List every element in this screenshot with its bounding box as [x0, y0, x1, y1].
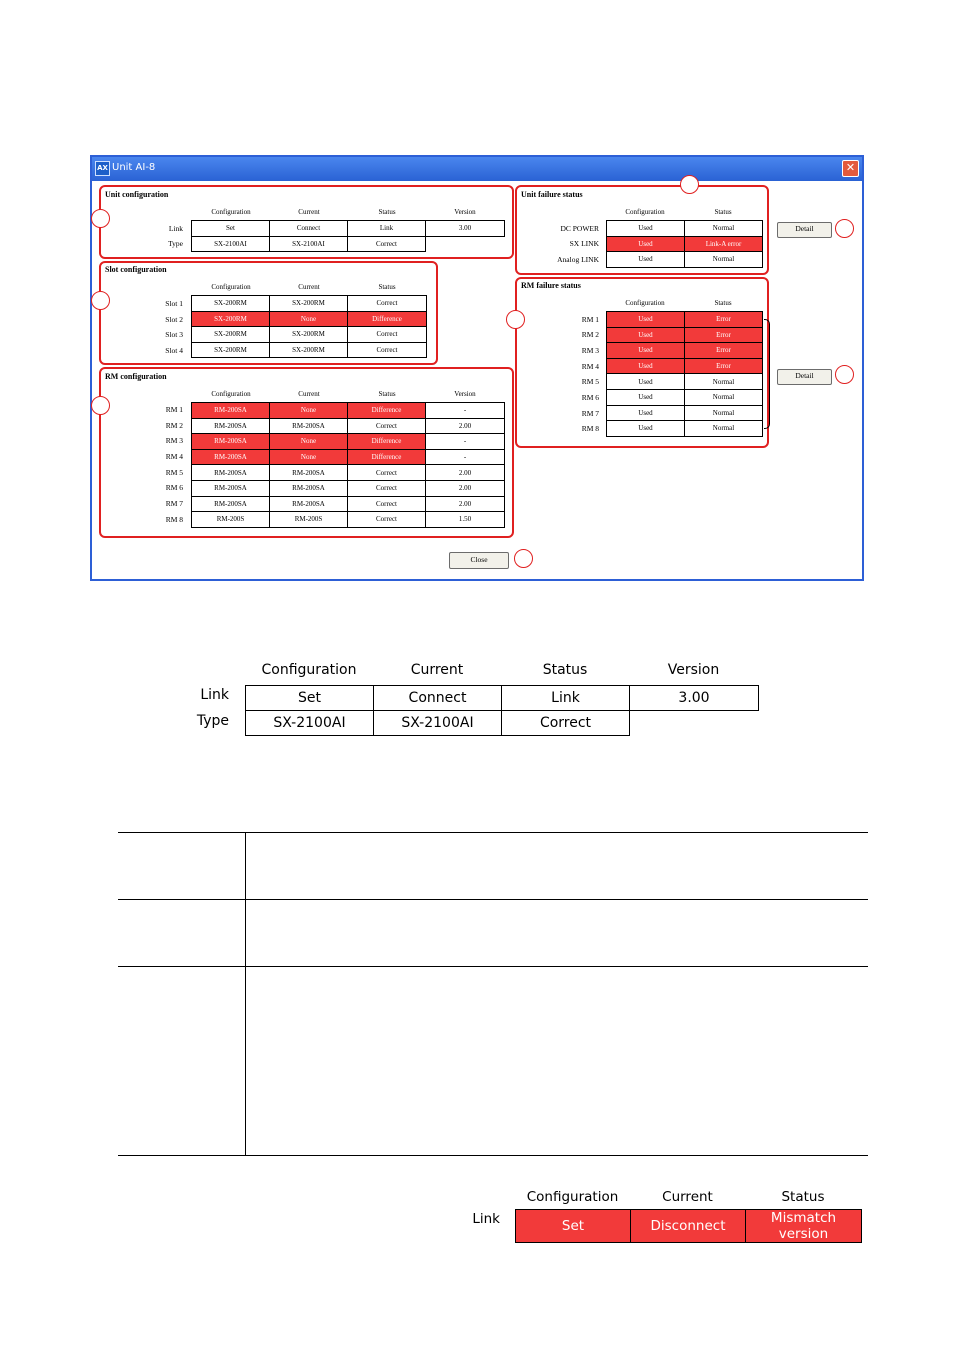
cell: 2.00: [426, 465, 505, 481]
cell: SX-200RM: [192, 327, 270, 343]
example1-header: Version: [667, 662, 720, 678]
table-row: [607, 221, 763, 237]
slot-config-table: [191, 295, 427, 358]
table-row: [192, 449, 505, 465]
table-row: [192, 496, 505, 512]
cell: -: [426, 449, 505, 465]
table-row: [607, 236, 763, 252]
cell: RM-200SA: [192, 418, 270, 434]
example1-row-label: Link: [200, 687, 229, 703]
rm-failure-header: Status: [714, 299, 732, 307]
example2-table: [515, 1209, 862, 1243]
cell: 3.00: [630, 686, 759, 711]
cell: Normal: [685, 421, 763, 437]
cell: Used: [607, 327, 685, 343]
rm-config-table: [191, 402, 505, 528]
cell: Link: [502, 686, 630, 711]
cell: Error: [685, 358, 763, 374]
rm-failure-header: Configuration: [625, 299, 665, 307]
cell: 1.50: [426, 512, 505, 528]
example1-table: [245, 685, 759, 736]
rm-config-title: RM configuration: [105, 372, 167, 381]
row-label: RM 6: [165, 483, 183, 492]
cell: Used: [607, 421, 685, 437]
window-title: Unit AI-8: [112, 162, 156, 173]
row-label: RM 7: [581, 409, 599, 418]
cell: RM-200SA: [192, 434, 270, 450]
row-label: RM 1: [165, 405, 183, 414]
cell: RM-200SA: [270, 418, 348, 434]
cell: Normal: [685, 374, 763, 390]
unit-failure-header: Status: [714, 208, 732, 216]
callout-marker: [680, 175, 699, 194]
slot-config-header: Status: [378, 283, 396, 291]
cell: Correct: [502, 711, 630, 736]
cell: RM-200SA: [192, 480, 270, 496]
cell: Correct: [348, 496, 426, 512]
cell: Difference: [348, 434, 426, 450]
callout-marker: [835, 365, 854, 384]
bracket: [764, 319, 770, 429]
cell: RM-200SA: [270, 480, 348, 496]
row-label: RM 6: [581, 393, 599, 402]
row-label: RM 1: [581, 315, 599, 324]
table-row: [607, 421, 763, 437]
unit-config-title: Unit configuration: [105, 190, 169, 199]
row-label: Slot 4: [165, 346, 183, 355]
table-row: [192, 480, 505, 496]
cell: Correct: [348, 418, 426, 434]
unit-config-header: Status: [378, 208, 396, 216]
cell: SX-200RM: [270, 342, 348, 358]
table-row: [192, 296, 427, 312]
cell: Connect: [374, 686, 502, 711]
unit-failure-header: Configuration: [625, 208, 665, 216]
close-button[interactable]: Close: [449, 552, 509, 569]
row-label: RM 3: [581, 346, 599, 355]
example2-header: Current: [662, 1189, 713, 1205]
title-bar: [92, 157, 862, 181]
cell: Connect: [270, 221, 348, 237]
cell: Normal: [685, 389, 763, 405]
table-row: [192, 434, 505, 450]
cell: [246, 900, 869, 967]
table-row: [192, 236, 505, 252]
unit-failure-title: Unit failure status: [521, 190, 583, 199]
table-row: [192, 465, 505, 481]
rm-failure-title: RM failure status: [521, 281, 581, 290]
cell: None: [270, 434, 348, 450]
cell: Used: [607, 312, 685, 328]
cell: Difference: [348, 311, 427, 327]
callout-marker: [835, 219, 854, 238]
cell: RM-200SA: [192, 403, 270, 419]
unit-config-header: Current: [298, 208, 320, 216]
cell: Used: [607, 252, 685, 268]
cell: SX-2100AI: [270, 236, 348, 252]
table-row: [118, 967, 868, 1156]
rm-failure-detail-button[interactable]: Detail: [777, 369, 832, 385]
cell: RM-200SA: [270, 465, 348, 481]
example2-row-label: Link: [472, 1211, 500, 1227]
cell: Used: [607, 374, 685, 390]
slot-config-header: Configuration: [211, 283, 251, 291]
cell: Used: [607, 221, 685, 237]
row-label: Slot 3: [165, 330, 183, 339]
cell: Correct: [348, 465, 426, 481]
table-row: [246, 711, 759, 736]
app-icon: AX: [95, 161, 110, 176]
callout-marker: [91, 396, 110, 415]
unit-dialog-window: [90, 155, 864, 581]
rm-failure-table: [606, 311, 763, 437]
row-label: RM 3: [165, 436, 183, 445]
cell: SX-200RM: [192, 342, 270, 358]
unit-config-header: Configuration: [211, 208, 251, 216]
cell: Correct: [348, 296, 427, 312]
row-label: RM 2: [165, 421, 183, 430]
callout-marker: [91, 291, 110, 310]
cell: SX-200RM: [270, 327, 348, 343]
cell: Mismatch version: [746, 1210, 862, 1243]
cell: SX-200RM: [270, 296, 348, 312]
table-row: [607, 343, 763, 359]
table-row: [607, 252, 763, 268]
cell: Correct: [348, 480, 426, 496]
cell: [118, 967, 246, 1156]
cell: Link-A error: [685, 236, 763, 252]
rm-config-header: Configuration: [211, 390, 251, 398]
cell: [118, 833, 246, 900]
window-close-button[interactable]: ✕: [842, 160, 859, 177]
cell: None: [270, 403, 348, 419]
slot-config-title: Slot configuration: [105, 265, 167, 274]
cell: Error: [685, 327, 763, 343]
table-row: [192, 512, 505, 528]
row-label: RM 7: [165, 499, 183, 508]
row-label: RM 8: [165, 515, 183, 524]
row-label: Slot 2: [165, 315, 183, 324]
example1-row-label: Type: [196, 713, 229, 729]
cell: Disconnect: [631, 1210, 746, 1243]
callout-marker: [514, 549, 533, 568]
cell: RM-200S: [192, 512, 270, 528]
rm-config-header: Current: [298, 390, 320, 398]
cell: [246, 833, 869, 900]
table-row: [607, 312, 763, 328]
example1-header: Configuration: [261, 662, 357, 678]
cell: -: [426, 403, 505, 419]
row-label: RM 4: [165, 452, 183, 461]
table-row: [246, 686, 759, 711]
description-table: [118, 832, 868, 1156]
table-row: [192, 342, 427, 358]
cell: 2.00: [426, 480, 505, 496]
cell: RM-200SA: [192, 449, 270, 465]
row-label: Slot 1: [165, 299, 183, 308]
cell: Set: [246, 686, 374, 711]
cell: None: [270, 449, 348, 465]
row-label: Type: [168, 239, 183, 248]
cell: Difference: [348, 449, 426, 465]
cell: -: [426, 434, 505, 450]
example1-header: Current: [410, 662, 464, 678]
table-row: [516, 1210, 862, 1243]
cell: 3.00: [426, 221, 505, 237]
example2-header: Status: [781, 1189, 825, 1205]
cell: None: [270, 311, 348, 327]
cell: RM-200SA: [192, 496, 270, 512]
cell: SX-2100AI: [246, 711, 374, 736]
row-label: DC POWER: [560, 224, 599, 233]
cell: SX-2100AI: [374, 711, 502, 736]
cell: Used: [607, 389, 685, 405]
row-label: Analog LINK: [557, 255, 599, 264]
row-label: RM 5: [581, 377, 599, 386]
cell: Correct: [348, 327, 427, 343]
cell: Correct: [348, 512, 426, 528]
table-row: [192, 403, 505, 419]
cell: [246, 967, 869, 1156]
cell: SX-2100AI: [192, 236, 270, 252]
cell: RM-200SA: [192, 465, 270, 481]
table-row: [607, 405, 763, 421]
table-row: [118, 833, 868, 900]
cell: Set: [192, 221, 270, 237]
table-row: [607, 389, 763, 405]
cell: Difference: [348, 403, 426, 419]
table-row: [607, 327, 763, 343]
rm-config-header: Status: [378, 390, 396, 398]
cell: Set: [516, 1210, 631, 1243]
cell: Normal: [685, 252, 763, 268]
cell: Used: [607, 343, 685, 359]
cell: SX-200RM: [192, 311, 270, 327]
cell: 2.00: [426, 496, 505, 512]
cell: [630, 711, 759, 736]
table-row: [192, 311, 427, 327]
cell: Used: [607, 236, 685, 252]
table-row: [607, 358, 763, 374]
unit-config-header: Version: [454, 208, 476, 216]
row-label: RM 5: [165, 468, 183, 477]
unit-config-table: [191, 220, 505, 252]
cell: RM-200SA: [270, 496, 348, 512]
unit-failure-table: [606, 220, 763, 268]
cell: [118, 900, 246, 967]
cell: SX-200RM: [192, 296, 270, 312]
cell: Correct: [348, 342, 427, 358]
row-label: SX LINK: [569, 239, 599, 248]
cell: Normal: [685, 221, 763, 237]
row-label: RM 8: [581, 424, 599, 433]
example1-header: Status: [542, 662, 588, 678]
example2-header: Configuration: [526, 1189, 619, 1205]
rm-config-header: Version: [454, 390, 476, 398]
row-label: RM 2: [581, 330, 599, 339]
table-row: [607, 374, 763, 390]
table-row: [118, 900, 868, 967]
table-row: [192, 418, 505, 434]
callout-marker: [91, 209, 110, 228]
cell: Used: [607, 405, 685, 421]
cell: Link: [348, 221, 426, 237]
cell: 2.00: [426, 418, 505, 434]
table-row: [192, 221, 505, 237]
cell: Correct: [348, 236, 426, 252]
table-row: [192, 327, 427, 343]
cell: RM-200S: [270, 512, 348, 528]
cell: Error: [685, 312, 763, 328]
cell: Normal: [685, 405, 763, 421]
callout-marker: [506, 310, 525, 329]
row-label: RM 4: [581, 362, 599, 371]
cell: Used: [607, 358, 685, 374]
slot-config-header: Current: [298, 283, 320, 291]
unit-failure-detail-button[interactable]: Detail: [777, 222, 832, 238]
cell: Error: [685, 343, 763, 359]
row-label: Link: [168, 224, 183, 233]
cell: [426, 236, 505, 252]
